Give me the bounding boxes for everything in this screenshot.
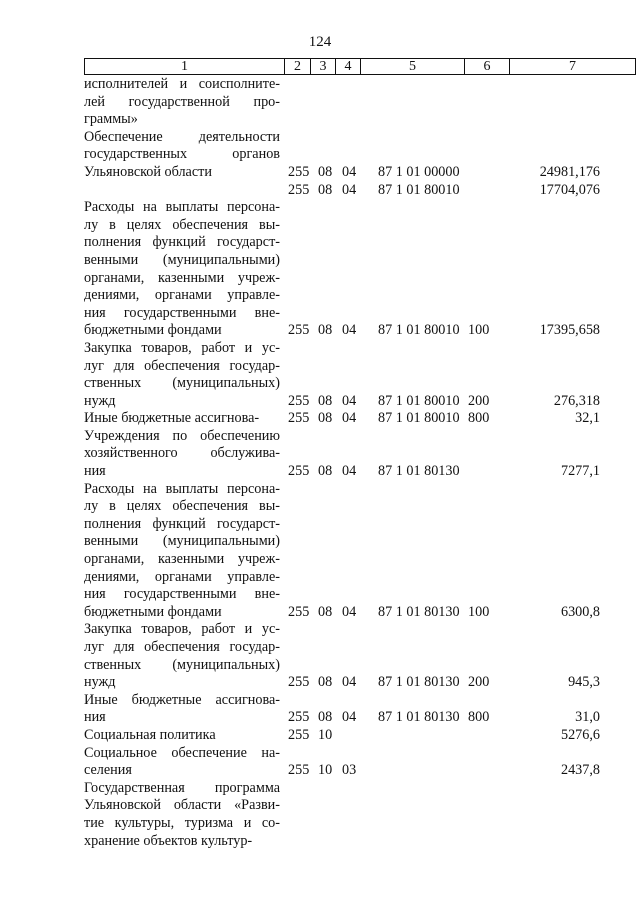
cell-col-4: [342, 111, 378, 129]
table-row: [0, 129, 640, 182]
row-name: [84, 621, 280, 691]
cell-col-2: 255: [288, 674, 310, 691]
cell-col-2: 255: [288, 762, 310, 779]
column-header-4: 4: [336, 59, 361, 75]
cell-col-3: 08: [318, 463, 333, 480]
row-name-line: ственных (муниципальных): [84, 656, 280, 673]
cell-col-6: [468, 833, 508, 851]
table-row: [0, 76, 640, 129]
column-header-table: [84, 58, 636, 75]
budget-table-body: [0, 76, 640, 850]
column-header-2: 2: [285, 59, 311, 75]
cell-col-3: 08: [318, 163, 333, 180]
cell-col-6: [468, 182, 508, 200]
cell-col-3: 08: [318, 603, 333, 620]
cell-col-3: 10: [318, 726, 333, 743]
row-name-line: хранение объектов культур-: [84, 832, 253, 849]
cell-col-6: [468, 727, 508, 745]
cell-col-3: [318, 111, 342, 129]
cell-col-2: 255: [288, 726, 310, 743]
cell-col-2: 255: [288, 709, 310, 726]
row-name-line: государственных органов: [84, 146, 280, 163]
cell-col-4: 04: [342, 674, 357, 691]
cell-col-2: 255: [288, 603, 310, 620]
row-name-line: [84, 182, 280, 200]
row-name-line: Государственная программа: [84, 779, 280, 796]
row-name-line: ния государственными вне-: [84, 304, 280, 321]
column-header-5: 5: [361, 59, 465, 75]
cell-col-3: 08: [318, 392, 333, 409]
cell-col-7: 2437,8: [560, 762, 600, 779]
row-name-line: дениями, органами управле-: [84, 287, 280, 304]
cell-col-5: [378, 727, 468, 745]
row-name-line: Иные бюджетные ассигнова-: [84, 691, 280, 708]
cell-col-6: 800: [468, 709, 490, 726]
table-row: [0, 182, 640, 200]
row-name: [84, 340, 280, 410]
cell-col-5: 87 1 01 80130: [378, 674, 460, 691]
cell-col-3: 10: [318, 762, 333, 779]
cell-col-7: 32,1: [575, 410, 600, 427]
cell-col-6: 200: [468, 392, 490, 409]
table-row: [0, 745, 640, 780]
row-name: [84, 692, 280, 727]
row-name-line: луг для обеспечения государ-: [84, 639, 280, 655]
row-name-line: Социальное обеспечение на-: [84, 744, 280, 761]
cell-col-7: 7277,1: [560, 463, 600, 480]
table-row: [0, 199, 640, 340]
table-row: [0, 410, 640, 428]
row-name-line: Ульяновской области: [84, 163, 212, 180]
cell-col-6: 200: [468, 674, 490, 691]
cell-col-2: 255: [288, 181, 310, 198]
row-name-line: полнения функций государст-: [84, 515, 280, 532]
cell-col-7: 24981,176: [539, 163, 600, 180]
cell-col-4: [342, 833, 378, 851]
row-name-line: хозяйственного обслужива-: [84, 445, 280, 462]
cell-col-4: 04: [342, 603, 357, 620]
cell-col-5: 87 1 01 80130: [378, 463, 460, 480]
cell-col-5: [378, 762, 468, 780]
cell-col-7: [508, 111, 600, 129]
cell-col-7: 17395,658: [539, 322, 600, 339]
row-name: [84, 76, 280, 129]
row-name-line: лей государственной про-: [84, 93, 280, 110]
cell-col-5: 87 1 01 80010: [378, 410, 460, 427]
cell-col-4: 04: [342, 181, 357, 198]
cell-col-3: 08: [318, 709, 333, 726]
cell-col-5: [378, 111, 468, 129]
row-name-line: ния: [84, 463, 106, 480]
cell-col-6: [468, 164, 508, 182]
cell-col-7: 276,318: [553, 392, 600, 409]
cell-col-4: 04: [342, 410, 357, 427]
row-name: [84, 780, 280, 850]
cell-col-6: 100: [468, 322, 490, 339]
column-header-row: [85, 59, 636, 75]
row-name: [84, 182, 280, 200]
row-name-line: нужд: [84, 674, 116, 691]
row-name: [84, 410, 280, 428]
cell-col-2: [288, 111, 318, 129]
cell-col-5: 87 1 01 00000: [378, 163, 460, 180]
table-row: [0, 621, 640, 691]
cell-col-5: [378, 833, 468, 851]
row-name-line: Учреждения по обеспечению: [84, 427, 280, 444]
cell-col-5: 87 1 01 80130: [378, 603, 460, 620]
row-name: [84, 199, 280, 340]
row-name-line: Расходы на выплаты персона-: [84, 199, 280, 216]
row-name: [84, 428, 280, 481]
cell-col-3: 08: [318, 181, 333, 198]
cell-col-3: [318, 833, 342, 851]
row-name-line: ния: [84, 709, 106, 726]
cell-col-4: 04: [342, 392, 357, 409]
cell-col-2: 255: [288, 163, 310, 180]
row-name-line: Социальная политика: [84, 726, 216, 743]
row-name-line: нужд: [84, 392, 116, 409]
row-name-line: Закупка товаров, работ и ус-: [84, 621, 280, 638]
row-name-line: бюджетными фондами: [84, 603, 222, 620]
row-name-line: органами, казенными учреж-: [84, 551, 280, 568]
cell-col-4: 04: [342, 322, 357, 339]
row-name-line: венными (муниципальными): [84, 533, 280, 550]
row-name-line: Закупка товаров, работ и ус-: [84, 339, 280, 356]
cell-col-6: [468, 463, 508, 481]
cell-col-7: 31,0: [575, 709, 600, 726]
row-name-line: луг для обеспечения государ-: [84, 357, 280, 374]
cell-col-7: 17704,076: [539, 181, 600, 198]
cell-col-4: 04: [342, 709, 357, 726]
table-row: [0, 780, 640, 850]
table-row: [0, 481, 640, 622]
column-header-6: 6: [465, 59, 510, 75]
cell-col-3: 08: [318, 322, 333, 339]
column-header-1: 1: [85, 59, 285, 75]
cell-col-2: 255: [288, 463, 310, 480]
cell-col-5: 87 1 01 80010: [378, 322, 460, 339]
cell-col-4: 04: [342, 163, 357, 180]
row-name-line: дениями, органами управле-: [84, 568, 280, 585]
cell-col-4: 03: [342, 762, 357, 779]
cell-col-2: [288, 833, 318, 851]
cell-col-5: 87 1 01 80130: [378, 709, 460, 726]
row-name: [84, 129, 280, 182]
cell-col-2: 255: [288, 392, 310, 409]
cell-col-2: 255: [288, 322, 310, 339]
table-row: [0, 428, 640, 481]
row-name-line: бюджетными фондами: [84, 322, 222, 339]
table-row: [0, 692, 640, 727]
table-row: [0, 340, 640, 410]
row-name-line: Расходы на выплаты персона-: [84, 480, 280, 497]
row-name-line: селения: [84, 762, 132, 779]
row-name: [84, 481, 280, 622]
column-header-7: 7: [510, 59, 636, 75]
row-name-line: ния государственными вне-: [84, 586, 280, 603]
cell-col-6: 800: [468, 410, 490, 427]
cell-col-4: [342, 727, 378, 745]
row-name-line: полнения функций государст-: [84, 234, 280, 251]
cell-col-3: 08: [318, 674, 333, 691]
cell-col-3: 08: [318, 410, 333, 427]
row-name: [84, 745, 280, 780]
row-name-line: исполнителей и соисполните-: [84, 76, 280, 92]
row-name-line: лу в целях обеспечения вы-: [84, 498, 280, 515]
row-name-line: венными (муниципальными): [84, 251, 280, 268]
row-name-line: Обеспечение деятельности: [84, 128, 280, 145]
cell-col-5: 87 1 01 80010: [378, 181, 460, 198]
row-name-line: ственных (муниципальных): [84, 375, 280, 392]
row-name-line: Ульяновской области «Разви-: [84, 797, 280, 814]
cell-col-6: [468, 111, 508, 129]
row-name-line: граммы»: [84, 111, 138, 128]
row-name: [84, 727, 280, 745]
cell-col-5: 87 1 01 80010: [378, 392, 460, 409]
cell-col-7: 6300,8: [560, 603, 600, 620]
cell-col-4: 04: [342, 463, 357, 480]
table-row: [0, 727, 640, 745]
cell-col-7: [508, 833, 600, 851]
row-name-line: лу в целях обеспечения вы-: [84, 216, 280, 233]
page-number: 124: [308, 34, 332, 50]
column-header-3: 3: [311, 59, 336, 75]
row-name-line: органами, казенными учреж-: [84, 269, 280, 286]
cell-col-7: 945,3: [568, 674, 600, 691]
cell-col-7: 5276,6: [560, 726, 600, 743]
cell-col-6: [468, 762, 508, 780]
row-name-line: тие культуры, туризма и со-: [84, 814, 280, 831]
cell-col-6: 100: [468, 603, 490, 620]
row-name-line: Иные бюджетные ассигнова-: [84, 410, 260, 427]
cell-col-2: 255: [288, 410, 310, 427]
